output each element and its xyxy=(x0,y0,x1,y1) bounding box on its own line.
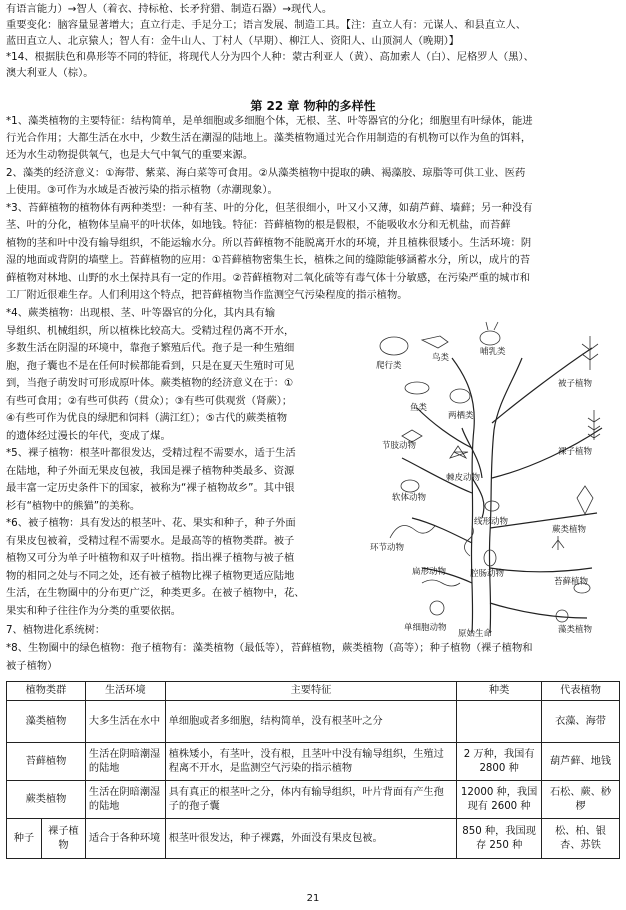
table-cell: 生活在阴暗潮湿的陆地 xyxy=(85,781,165,819)
table-cell: 适合于各种环境 xyxy=(85,819,165,859)
table-cell: 种子 xyxy=(7,819,42,859)
text-line: 有语言能力）→智人（着衣、持标枪、长矛狩猎、制造石器）→现代人。 xyxy=(6,3,333,15)
tree-label: 被子植物 xyxy=(558,379,593,389)
table-cell: 单细胞或者多细胞，结构简单，没有根茎叶之分 xyxy=(165,701,456,743)
tree-label: 哺乳类 xyxy=(480,347,506,357)
tree-label: 环节动物 xyxy=(370,543,405,553)
text-line: 澳大利亚人（棕）。 xyxy=(6,67,94,79)
text-line: *4、蕨类植物：出现根、茎、叶等器官的分化，其内具有输 xyxy=(6,307,276,319)
tree-label: 爬行类 xyxy=(376,361,402,371)
tree-label: 鸟类 xyxy=(432,353,450,363)
tree-label: 原始生命 xyxy=(458,629,493,639)
table-cell: 根茎叶很发达，种子裸露，外面没有果皮包被。 xyxy=(165,819,456,859)
table-cell: 蕨类植物 xyxy=(7,781,86,819)
tree-branches xyxy=(402,348,602,633)
text-line: 物的相同之处与不同之处，还有被子植物比裸子植物更适应陆地 xyxy=(6,570,295,582)
text-line: 工厂附近很难生存。人们利用这个特点，把苔藓植物当作监测空气污染程度的指示植物。 xyxy=(6,289,408,301)
table-cell: 石松、蕨、桫椤 xyxy=(542,781,620,819)
tree-label: 节肢动物 xyxy=(382,441,417,451)
text-line: 最丰富一定历史条件下的国家，被称为“裸子植物故乡”。其中银 xyxy=(6,482,295,494)
text-line: 到，当孢子萌发时可形成原叶体。蕨类植物的经济意义在于：① xyxy=(6,377,294,389)
text-line: *5、裸子植物：根茎叶都很发达，受精过程不需要水，适于生活 xyxy=(6,447,296,459)
text-line: 多数生活在阴湿的环境中，靠孢子繁殖后代。孢子是一种生殖细 xyxy=(6,342,295,354)
text-line: 有果皮包被着，受精过程不需要水。是最高等的植物类群。被子 xyxy=(6,535,295,547)
table-cell: 葫芦藓、地钱 xyxy=(542,743,620,781)
text-line: 2、藻类的经济意义：①海带、紫菜、海白菜等可食用。②从藻类植物中提取的碘、褐藻胶、琼脂等可供工业、医药 xyxy=(6,167,526,179)
text-line: 植物又可分为单子叶植物和双子叶植物。指出裸子植物与被子植 xyxy=(6,552,295,564)
table-cell: 植株矮小，有茎叶，没有根，且茎叶中没有输导组织，生殖过程离不开水，是监测空气污染的指示植物 xyxy=(165,743,456,781)
table-row xyxy=(7,743,620,781)
table-header: 植物类群 xyxy=(7,682,86,701)
table-cell: 裸子植物 xyxy=(41,819,85,859)
table-header: 代表植物 xyxy=(542,682,620,701)
table-cell: 2 万种，我国有2800 种 xyxy=(457,743,542,781)
text-line: *6、被子植物：具有发达的根茎叶、花、果实和种子，种子外面 xyxy=(6,517,296,529)
text-line: 杉有“植物中的熊猫”的美称。 xyxy=(6,500,141,512)
text-line: 藓植物对林地、山野的水土保持具有一定的作用。②苔藓植物对二氧化硫等有毒气体十分敏感，在污染严重的城市和 xyxy=(6,272,531,284)
plant-groups-table xyxy=(6,681,620,859)
text-line: *14、根据肤色和鼻形等不同的特征，将现代人分为四个人种：蒙古利亚人（黄）、高加索人（白）、尼格罗人（黑）、 xyxy=(6,51,534,63)
tree-label: 单细胞动物 xyxy=(404,623,447,633)
tree-label: 裸子植物 xyxy=(558,447,593,457)
tree-label: 棘皮动物 xyxy=(446,473,481,483)
text-line: 胞，孢子囊也不是在任何时候都能看到，只是在夏天生殖时可见 xyxy=(6,360,295,372)
text-line: 蓝田直立人、北京猿人；智人有：金牛山人、丁村人（早期）、柳江人、资阳人、山顶洞人（晚期）】 xyxy=(6,35,460,47)
table-cell: 苔藓植物 xyxy=(7,743,86,781)
tree-label: 鱼类 xyxy=(410,403,428,413)
tree-label: 线形动物 xyxy=(474,517,509,527)
table-cell: 12000 种，我国现有 2600 种 xyxy=(457,781,542,819)
text-line: 上使用。③可作为水域是否被污染的指示植物（赤潮现象）。 xyxy=(6,184,278,196)
tree-label: 软体动物 xyxy=(392,493,427,503)
evolution-tree-diagram xyxy=(362,318,620,640)
table-cell: 衣藻、海带 xyxy=(542,701,620,743)
text-line: 被子植物） xyxy=(6,660,58,672)
table-cell: 生活在阴暗潮湿的陆地 xyxy=(85,743,165,781)
text-line: 植物的茎和叶中没有输导组织，不能运输水分。所以苔藓植物不能脱离开水的环境，并且植株很矮小。生活环境：阴 xyxy=(6,237,532,249)
text-line: 重要变化：脑容量显著增大；直立行走、手足分工；语言发展、制造工具。【注：直立人有：元谋人、和县直立人、 xyxy=(6,19,526,31)
tree-label: 藻类植物 xyxy=(558,625,593,635)
table-cell: 850 种，我国现存 250 种 xyxy=(457,819,542,859)
tree-label: 两栖类 xyxy=(448,411,474,421)
text-line: *3、苔藓植物的植物体有两种类型：一种有茎、叶的分化，但茎很细小，叶又小又薄，如葫芦藓、墙藓；另一种没有 xyxy=(6,202,533,214)
table-cell xyxy=(457,701,542,743)
table-cell: 藻类植物 xyxy=(7,701,86,743)
text-line: 在陆地，种子外面无果皮包被，我国是裸子植物种类最多、资源 xyxy=(6,465,295,477)
table-cell: 具有真正的根茎叶之分，体内有输导组织，叶片背面有产生孢子的孢子囊 xyxy=(165,781,456,819)
table-row xyxy=(7,819,620,859)
text-line: *1、藻类植物的主要特征：结构简单，是单细胞或多细胞个体，无根、茎、叶等器官的分化；细胞里有叶绿体，能进 xyxy=(6,115,533,127)
text-line: 还为水生动物提供氧气，也是大气中氧气的重要来源。 xyxy=(6,149,254,161)
text-line: 有些可食用；②有些可供药（贯众）；③有些可供观赏（肾蕨）； xyxy=(6,395,293,407)
text-line: ④有些可作为优良的绿肥和饲料（满江红）；⑤古代的蕨类植物 xyxy=(6,412,288,424)
text-line: *8、生物圈中的绿色植物：孢子植物有：藻类植物（最低等），苔藓植物，蕨类植物（高等）；种子植物（裸子植物和 xyxy=(6,642,533,654)
text-line: 茎、叶的分化，植物体呈扁平的叶状体，如地钱。特征：苔藓植物的根是假根，不能吸收水分和无机盐，而苔藓 xyxy=(6,219,511,231)
table-row xyxy=(7,781,620,819)
text-line: 的遗体经过漫长的年代，变成了煤。 xyxy=(6,430,171,442)
table-header: 生活环境 xyxy=(85,682,165,701)
table-header: 主要特征 xyxy=(165,682,456,701)
text-line: 湿的地面或背阴的墙壁上。苔藓植物的应用：①苔藓植物密集生长，植株之间的缝隙能够涵蓄水分，所以，成片的苔 xyxy=(6,254,531,266)
table-cell: 大多生活在水中 xyxy=(85,701,165,743)
table-header: 种类 xyxy=(457,682,542,701)
chapter-title: 第 22 章 物种的多样性 xyxy=(250,99,376,113)
text-line: 导组织、机械组织，所以植株比较高大。受精过程仍离不开水， xyxy=(6,325,295,337)
tree-label: 蕨类植物 xyxy=(552,525,587,535)
text-line: 行光合作用；大都生活在水中，少数生活在潮湿的陆地上。藻类植物通过光合作用制造的有机物可以作为鱼的饵料， xyxy=(6,132,532,144)
text-line: 生活，在生物圈中的分布更广泛，种类更多。在被子植物中，花、 xyxy=(6,587,305,599)
tree-label: 扁形动物 xyxy=(412,567,447,577)
tree-label: 苔藓植物 xyxy=(554,577,589,587)
table-header-row xyxy=(7,682,620,701)
table-cell: 松、柏、银杏、苏铁 xyxy=(542,819,620,859)
page-number: 21 xyxy=(306,893,320,904)
table-row xyxy=(7,701,620,743)
tree-label: 腔肠动物 xyxy=(470,569,505,579)
text-line: 7、植物进化系统树： xyxy=(6,624,106,636)
text-line: 果实和种子往往作为分类的重要依据。 xyxy=(6,605,182,617)
